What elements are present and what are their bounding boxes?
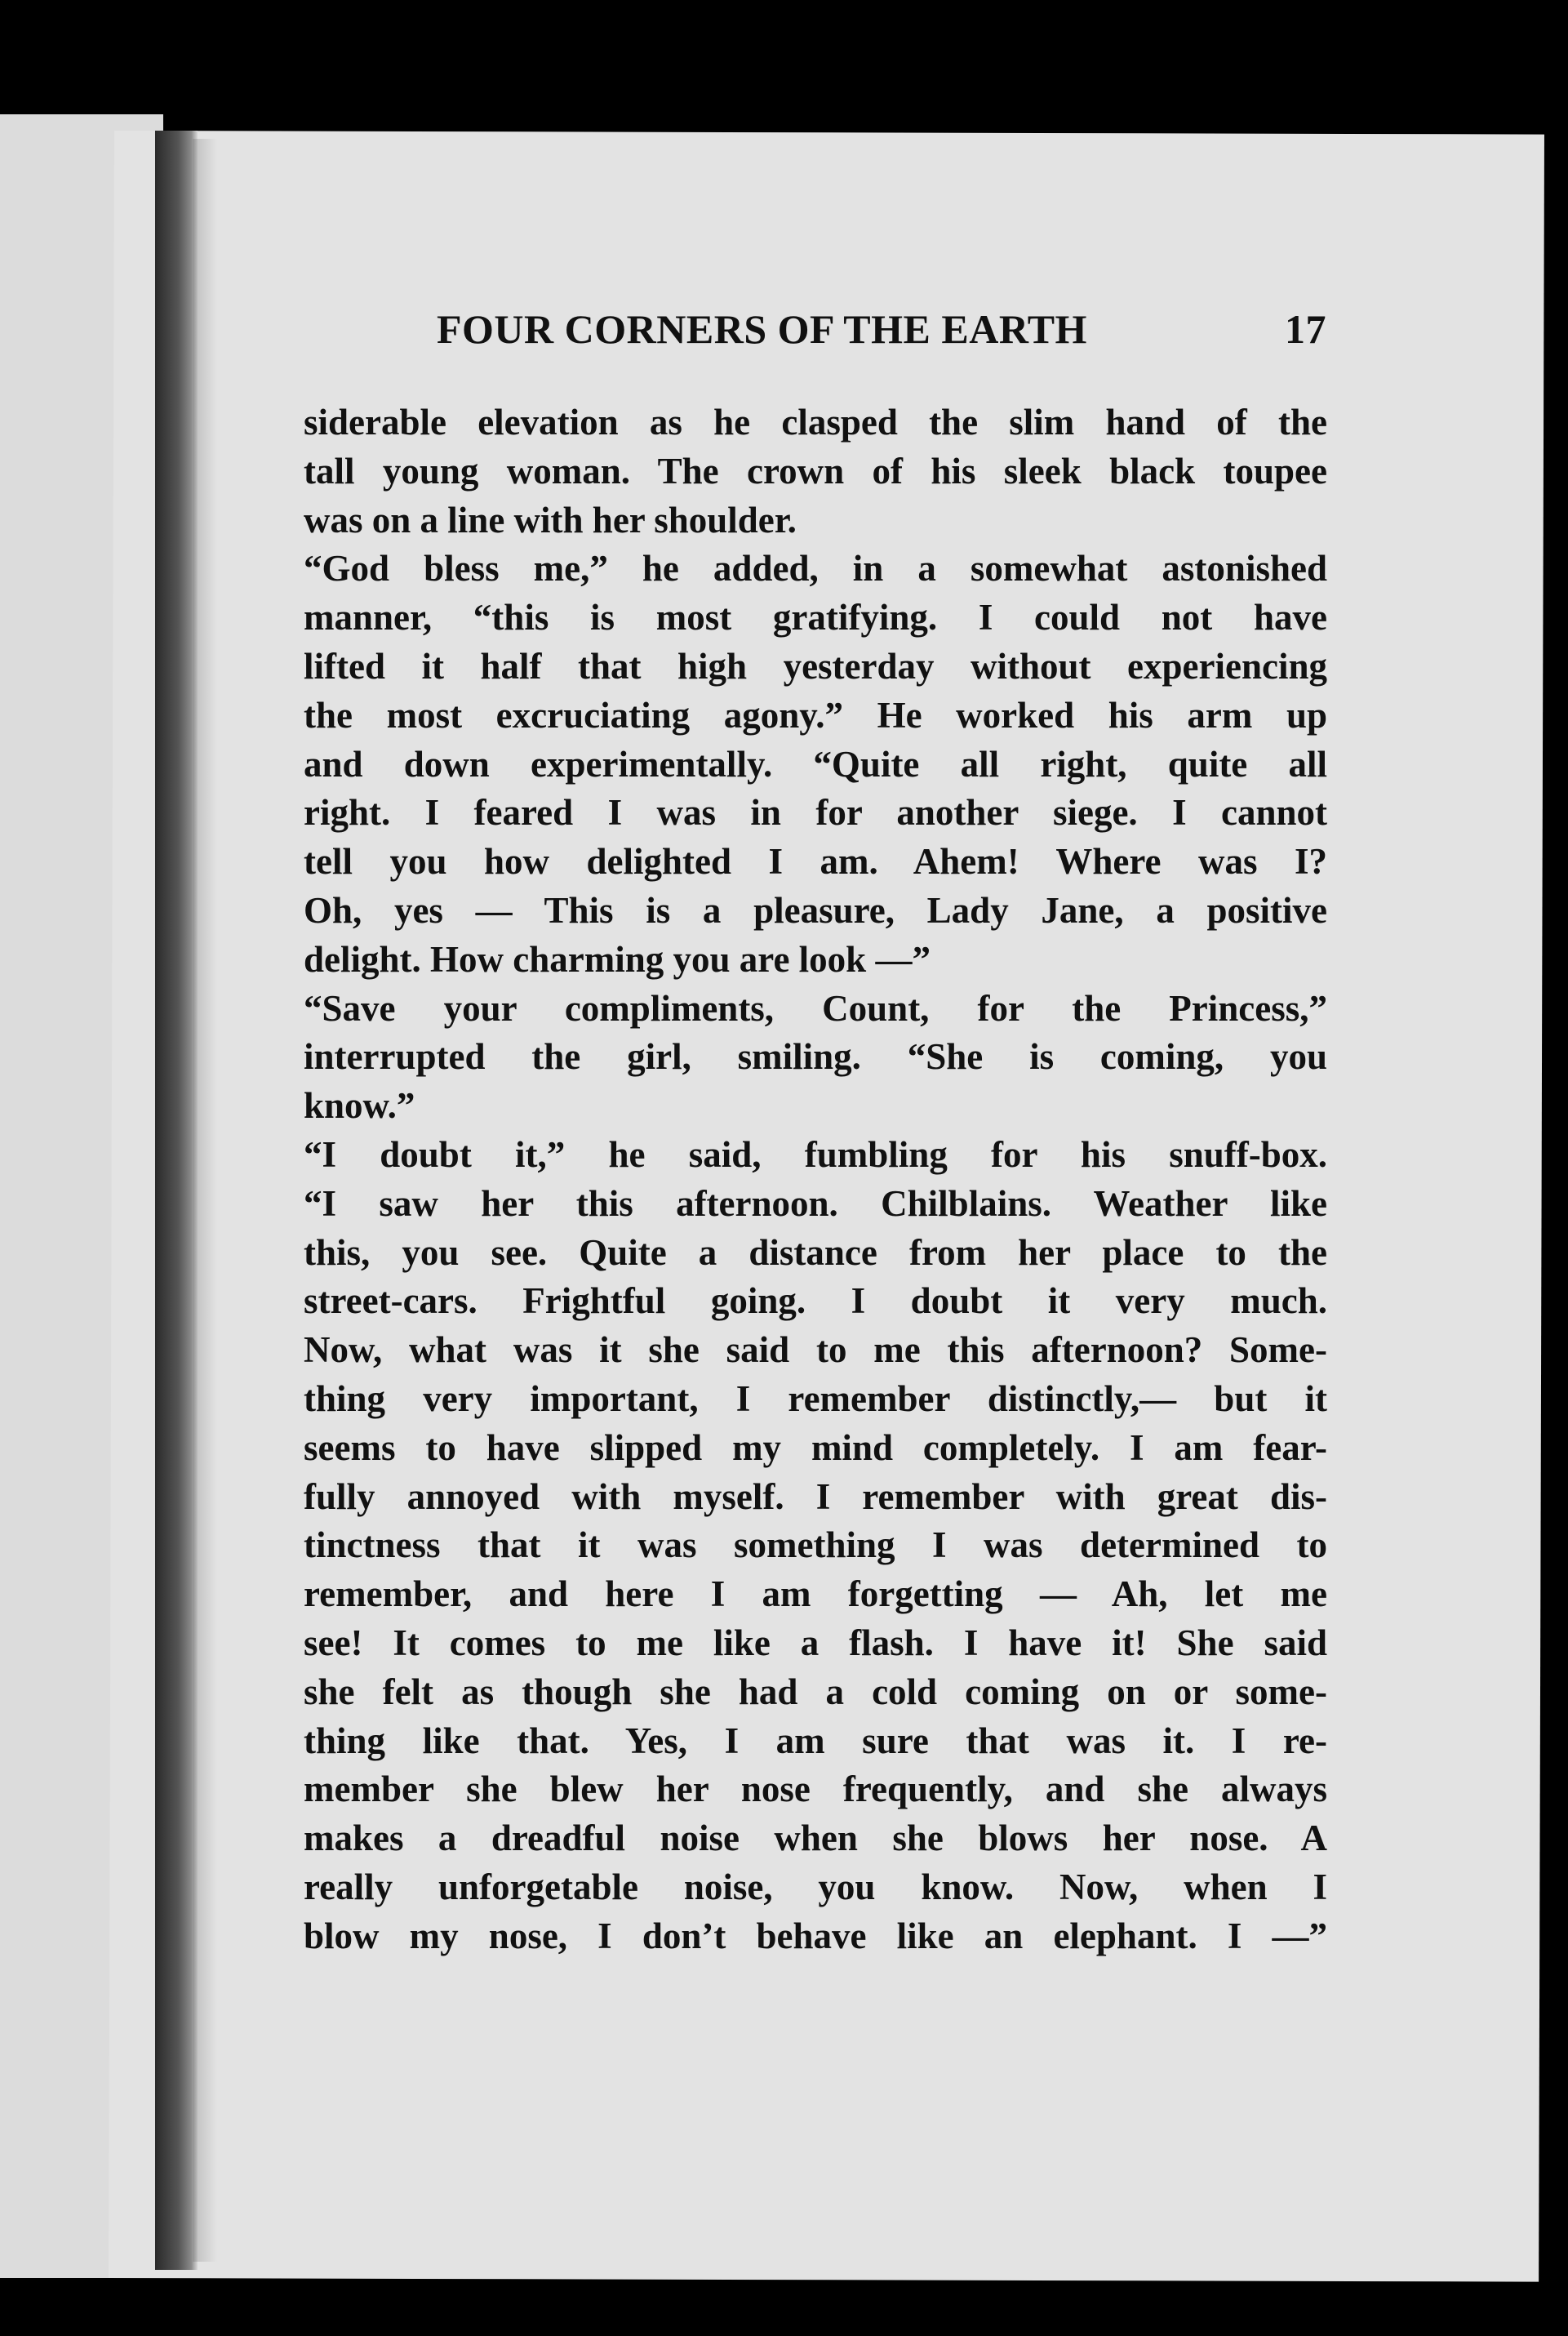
gutter-shading [193,139,217,2262]
text-line: lifted it half that high yesterday without experiencing [304,645,1327,687]
text-line: delight. How charming you are look —” [304,938,931,980]
running-title: FOUR CORNERS OF THE EARTH [437,306,1087,352]
text-line: blow my nose, I don’t behave like an elephant. I —” [304,1915,1327,1956]
text-line: right. I feared I was in for another siege. I cannot [304,792,1327,834]
text-line: interrupted the girl, smiling. “She is coming, you [304,1036,1327,1078]
text-line: street-cars. Frightful going. I doubt it very much. [304,1280,1327,1322]
text-line: remember, and here I am forgetting — Ah, let me [304,1573,1327,1615]
text-line: Now, what was it she said to me this afternoon? Some- [304,1329,1327,1371]
body-text [304,398,1327,1961]
text-line: “I doubt it,” he said, fumbling for his snuff-box. [304,1133,1327,1175]
text-line: makes a dreadful noise when she blows her nose. A [304,1818,1327,1859]
text-line: tell you how delighted I am. Ahem! Where was I? [304,841,1327,883]
text-line: thing like that. Yes, I am sure that was it. I re- [304,1720,1327,1761]
text-line: tinctness that it was something I was determined to [304,1524,1327,1566]
text-line: and down experimentally. “Quite all right, quite all [304,743,1327,785]
binding-shadow [155,131,198,2270]
text-line: fully annoyed with myself. I remember with great dis- [304,1475,1327,1517]
text-line: seems to have slipped my mind completely. I am fear- [304,1426,1327,1468]
text-line: the most excruciating agony.” He worked his arm up [304,694,1327,736]
text-line: see! It comes to me like a flash. I have it! She said [304,1622,1327,1663]
text-line: this, you see. Quite a distance from her place to the [304,1231,1327,1273]
text-line: Oh, yes — This is a pleasure, Lady Jane, a positive [304,889,1327,931]
text-line: member she blew her nose frequently, and she always [304,1769,1327,1810]
text-line: “Save your compliments, Count, for the Princess,” [304,987,1327,1029]
text-line: thing very important, I remember distinctly,— but it [304,1377,1327,1419]
text-line: siderable elevation as he clasped the slim hand of the [304,402,1327,443]
text-line: know.” [304,1085,415,1127]
text-line: manner, “this is most gratifying. I could not have [304,597,1327,639]
text-line: “God bless me,” he added, in a somewhat astonished [304,548,1327,590]
page-number: 17 [1285,306,1326,352]
text-line: she felt as though she had a cold coming on or some- [304,1671,1327,1712]
text-line: tall young woman. The crown of his sleek black toupee [304,450,1327,492]
text-line: was on a line with her shoulder. [304,499,797,541]
text-line: really unforgetable noise, you know. Now, when I [304,1866,1327,1907]
text-line: “I saw her this afternoon. Chilblains. Weather like [304,1182,1327,1224]
